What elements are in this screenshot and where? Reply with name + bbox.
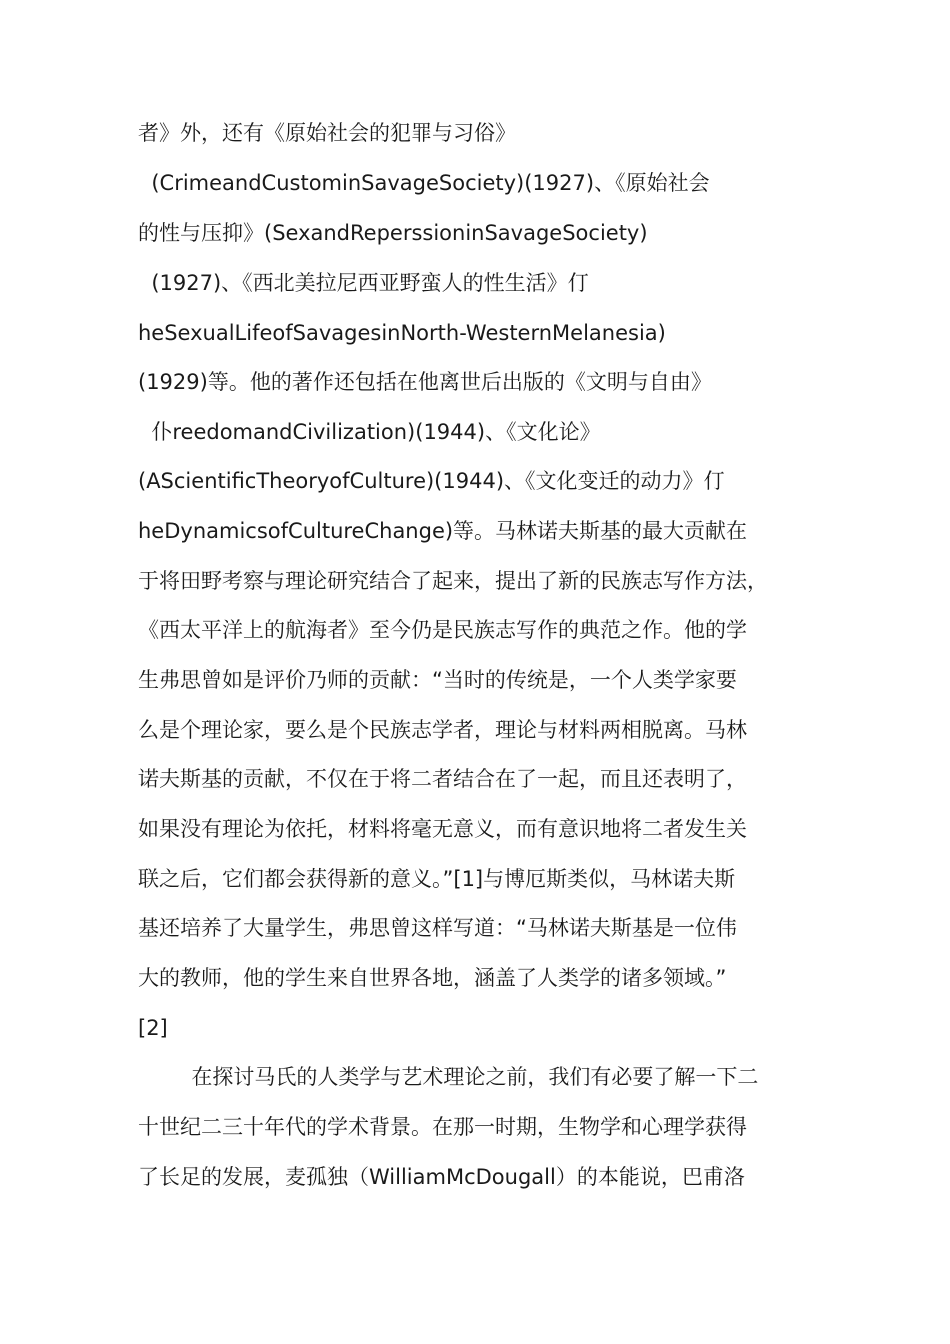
text-line: 的性与压抑》(SexandReperssioninSavageSociety) [138,221,648,245]
text-line: 么是个理论家，要么是个民族志学者，理论与材料两相脱离。马林 [138,718,747,742]
text-line: (1929)等。他的著作还包括在他离世后出版的《文明与自由》 [138,370,712,394]
text-line: 十世纪二三十年代的学术背景。在那一时期，生物学和心理学获得 [138,1115,747,1139]
text-line: 了长足的发展，麦孤独（WilliamMcDougall）的本能说，巴甫洛 [138,1165,745,1189]
text-line: 基还培养了大量学生，弗思曾这样写道：“马林诺夫斯基是一位伟 [138,916,737,940]
text-line: 于将田野考察与理论研究结合了起来，提出了新的民族志写作方法， [138,569,768,593]
text-line: heSexualLifeofSavagesinNorth-WesternMelanesia) [138,321,666,345]
text-line: 在探讨马氏的人类学与艺术理论之前，我们有必要了解一下二 [138,1065,759,1089]
text-line: heDynamicsofCultureChange)等。马林诺夫斯基的最大贡献在 [138,519,748,543]
text-line: 仆reedomandCivilization)(1944)、《文化论》 [138,420,601,444]
text-line: (CrimeandCustominSavageSociety)(1927)、《原始社会 [138,171,710,195]
text-line: 如果没有理论为依托，材料将毫无意义，而有意识地将二者发生关 [138,817,747,841]
text-line: 者》外，还有《原始社会的犯罪与习俗》 [138,121,516,145]
text-line: 大的教师，他的学生来自世界各地，涵盖了人类学的诸多领域。” [138,966,727,990]
text-line: 联之后，它们都会获得新的意义。”[1]与博厄斯类似，马林诺夫斯 [138,867,736,891]
text-line: 《西太平洋上的航海者》至今仍是民族志写作的典范之作。他的学 [138,618,747,642]
text-line: (1927)、《西北美拉尼西亚野蛮人的性生活》仃 [138,271,589,295]
text-line: 生弗思曾如是评价乃师的贡献：“当时的传统是，一个人类学家要 [138,668,737,692]
text-line: [2] [138,1016,168,1040]
text-line: (AScientificTheoryofCulture)(1944)、《文化变迁的动力》仃 [138,469,725,493]
text-line: 诺夫斯基的贡献，不仅在于将二者结合在了一起，而且还表明了， [138,767,747,791]
